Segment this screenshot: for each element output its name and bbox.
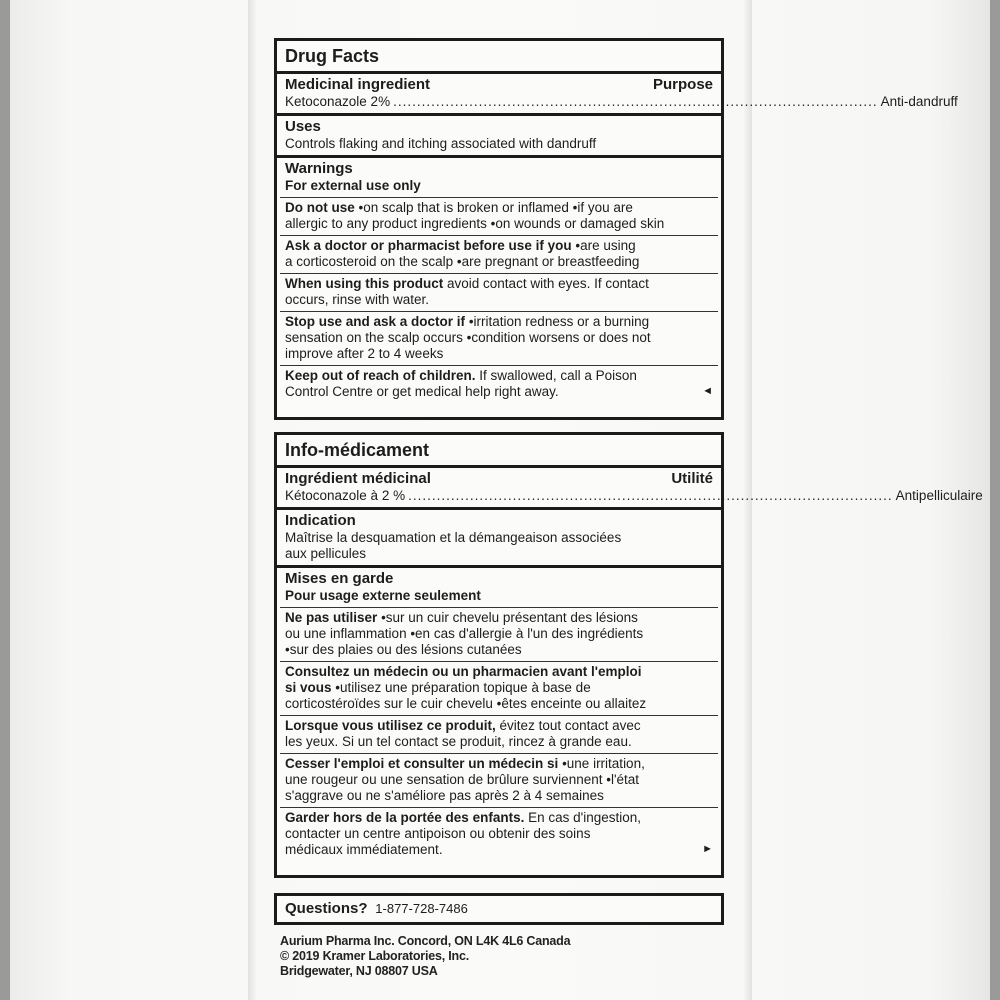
warnings-title: Warnings	[285, 160, 353, 177]
stop-use-text-2: sensation on the scalp occurs •condition worsens or does not	[285, 330, 651, 345]
ne-pas-utiliser-lead: Ne pas utiliser	[285, 610, 378, 625]
do-not-use	[277, 198, 721, 235]
ingredient-section-fr	[277, 468, 983, 507]
external-use: For external use only	[285, 178, 421, 193]
when-using	[277, 274, 721, 311]
do-not-use-text-2: allergic to any product ingredients •on wounds or damaged skin	[285, 216, 665, 231]
info-medicament-title: Info-médicament	[285, 440, 430, 460]
purpose-header: Purpose	[652, 76, 713, 93]
stop-use	[277, 312, 721, 365]
continue-arrow-right-icon: ►	[702, 843, 713, 855]
footer-line-2: © 2019 Kramer Laboratories, Inc.	[280, 949, 470, 963]
footer-line-1: Aurium Pharma Inc. Concord, ON L4K 4L6 Canada	[280, 934, 571, 948]
indication-text: Maîtrise la desquamation et la démangeaison associées	[285, 530, 622, 545]
leader-dots-fr: ......................................................................................................	[408, 488, 893, 503]
mises-en-garde-section	[277, 568, 721, 607]
purpose-header-fr: Utilité	[671, 470, 713, 487]
cesser-text-2: une rougeur ou une sensation de brûlure surviennent •l'état	[285, 772, 640, 787]
ingredient-name-fr: Kétoconazole à 2 %	[285, 488, 406, 503]
lorsque-text-2: les yeux. Si un tel contact se produit, rincez à grande eau.	[285, 734, 632, 749]
uses-text: Controls flaking and itching associated with dandruff	[285, 136, 597, 151]
when-using-text-2: occurs, rinse with water.	[285, 292, 430, 307]
keep-out	[277, 366, 721, 403]
ask-doctor-text-2: a corticosteroid on the scalp •are pregnant or breastfeeding	[285, 254, 640, 269]
ne-pas-utiliser-text-2: ou une inflammation •en cas d'allergie à l'un des ingrédients	[285, 626, 644, 641]
usage-externe: Pour usage externe seulement	[285, 588, 481, 603]
questions-label: Questions?	[285, 900, 368, 917]
stop-use-text-3: improve after 2 to 4 weeks	[285, 346, 444, 361]
consultez	[277, 662, 721, 715]
leader-dots: ......................................................................................................	[393, 94, 878, 109]
ingredient-header-fr: Ingrédient médicinal	[285, 470, 431, 487]
cesser-lead: Cesser l'emploi et consulter un médecin si	[285, 756, 559, 771]
ne-pas-utiliser	[277, 608, 721, 661]
ask-doctor-text: •are using	[575, 238, 636, 253]
footer-line-3: Bridgewater, NJ 08807 USA	[280, 964, 438, 978]
garder-text: En cas d'ingestion,	[528, 810, 641, 825]
warnings-section	[277, 158, 721, 197]
uses-title: Uses	[285, 118, 321, 135]
continue-arrow-left-icon: ◄	[702, 385, 713, 397]
indication-title: Indication	[285, 512, 356, 529]
do-not-use-lead: Do not use	[285, 200, 355, 215]
questions-panel	[274, 893, 724, 925]
drug-facts-panel	[274, 38, 958, 420]
lorsque-lead: Lorsque vous utilisez ce produit,	[285, 718, 496, 733]
ne-pas-utiliser-text: •sur un cuir chevelu présentant des lésions	[381, 610, 638, 625]
keep-out-text: If swallowed, call a Poison	[479, 368, 637, 383]
garder	[277, 808, 721, 861]
stop-use-text: •irritation redness or a burning	[468, 314, 650, 329]
ingredient-purpose: Anti-dandruff	[880, 94, 958, 109]
cesser	[277, 754, 721, 807]
consultez-text-2: corticostéroïdes sur le cuir chevelu •êtes enceinte ou allaitez	[285, 696, 647, 711]
uses-section	[277, 116, 721, 155]
garder-lead: Garder hors de la portée des enfants.	[285, 810, 525, 825]
cesser-text-3: s'aggrave ou ne s'améliore pas après 2 à 4 semaines	[285, 788, 604, 803]
ask-doctor	[277, 236, 721, 273]
garder-text-3: médicaux immédiatement.	[285, 842, 443, 857]
mises-en-garde-title: Mises en garde	[285, 570, 394, 587]
carton-fold-left	[248, 0, 256, 1000]
info-medicament-panel	[274, 432, 983, 878]
lorsque	[277, 716, 721, 753]
stop-use-lead: Stop use and ask a doctor if	[285, 314, 466, 329]
drug-facts-title: Drug Facts	[285, 46, 380, 66]
ingredient-name: Ketoconazole 2%	[285, 94, 391, 109]
lorsque-text: évitez tout contact avec	[499, 718, 641, 733]
manufacturer-info	[280, 934, 570, 979]
consultez-lead: Consultez un médecin ou un pharmacien avant l'emploi	[285, 664, 642, 679]
when-using-text: avoid contact with eyes. If contact	[447, 276, 649, 291]
keep-out-text-2: Control Centre or get medical help right away.	[285, 384, 559, 399]
ask-doctor-lead: Ask a doctor or pharmacist before use if you	[285, 238, 572, 253]
indication-text-2: aux pellicules	[285, 546, 367, 561]
do-not-use-text: •on scalp that is broken or inflamed •if you are	[358, 200, 633, 215]
cesser-text: •une irritation,	[562, 756, 645, 771]
ingredient-header: Medicinal ingredient	[285, 76, 431, 93]
garder-text-2: contacter un centre antipoison ou obtenir des soins	[285, 826, 591, 841]
consultez-lead-2: si vous	[285, 680, 332, 695]
ne-pas-utiliser-text-3: •sur des plaies ou des lésions cutanées	[285, 642, 522, 657]
ingredient-section	[277, 74, 958, 113]
ingredient-purpose-fr: Antipelliculaire	[895, 488, 983, 503]
keep-out-lead: Keep out of reach of children.	[285, 368, 476, 383]
indication-section	[277, 510, 721, 565]
when-using-lead: When using this product	[285, 276, 444, 291]
consultez-text: •utilisez une préparation topique à base de	[335, 680, 591, 695]
questions-phone: 1-877-728-7486	[375, 901, 468, 916]
